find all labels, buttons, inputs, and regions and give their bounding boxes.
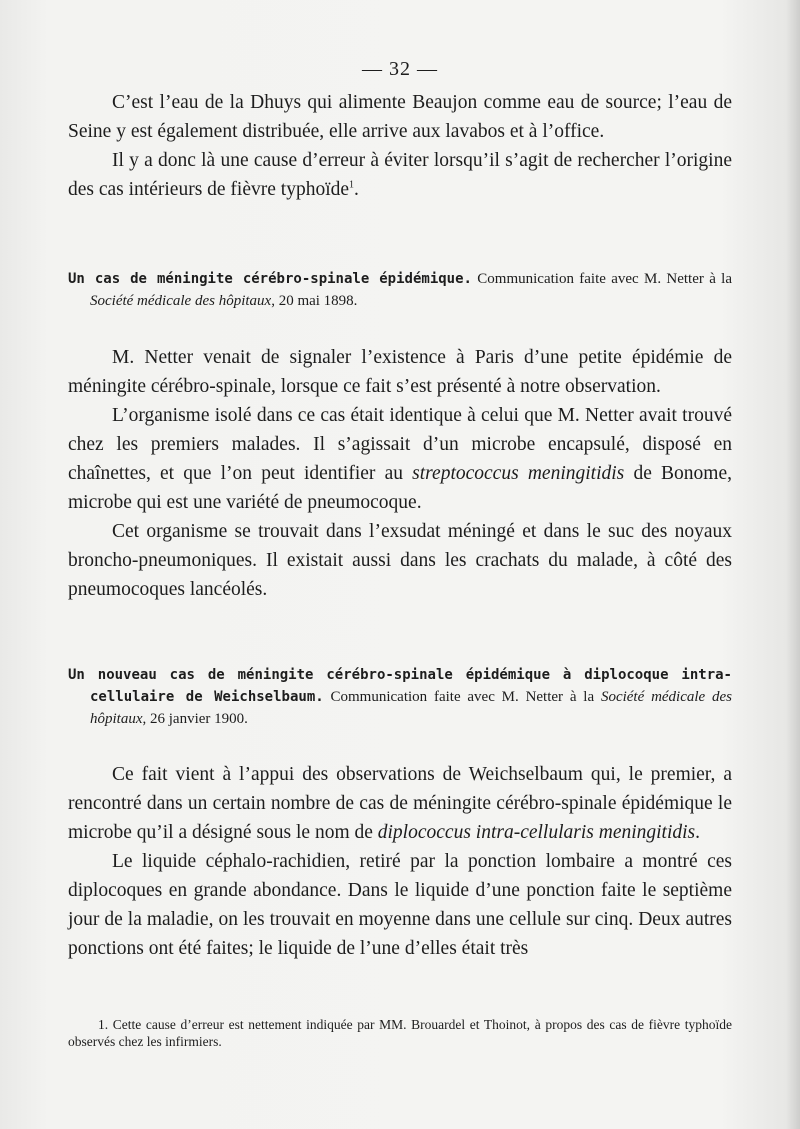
communication-heading-1900	[68, 664, 732, 730]
footnote-number: 1.	[98, 1017, 109, 1032]
paragraph-text: Il y a donc là une cause d’erreur à éviter lorsqu’il s’agit de rechercher l’origine des cas intérieurs de fièvre typhoïde	[68, 150, 732, 200]
section-2	[68, 343, 732, 604]
heading-title: Un nouveau cas de méningite cérébro-spinale épidémique à diplocoque intra-cellulaire de Weichselbaum.	[68, 667, 732, 705]
footnote	[68, 1016, 732, 1050]
paragraph-text-end: .	[695, 822, 701, 843]
heading-society: Société médicale des hôpitaux	[90, 293, 272, 309]
footnote-text	[68, 1016, 732, 1050]
species-name: diplococcus intra-cellularis meningitidis	[377, 822, 696, 843]
heading-text	[68, 664, 732, 730]
paragraph-text-end: .	[354, 179, 359, 200]
section-3	[68, 760, 732, 963]
heading-date: , 26 janvier 1900.	[142, 711, 248, 727]
paragraph-weichselbaum	[68, 760, 732, 847]
paragraph-error-cause	[68, 146, 732, 204]
footnote-reference: 1	[349, 179, 355, 191]
heading-society: Société médicale des hôpitaux	[90, 689, 733, 727]
paragraph-organism	[68, 401, 732, 517]
species-name: streptococcus meningitidis	[412, 463, 625, 484]
communication-heading-1898	[68, 268, 732, 312]
heading-text	[68, 268, 732, 312]
paragraph-netter-epidemic: M. Netter venait de signaler l’existence à Paris d’une petite épidémie de méningite cérébro-spinale, lorsque ce fait s’est présenté à notre observation.	[68, 347, 732, 397]
paragraph-text-end: de Bonome, microbe qui est une variété de pneumocoque.	[68, 463, 732, 513]
paragraph-text: L’organisme isolé dans ce cas était identique à celui que M. Netter avait trouvé chez les premiers malades. Il s’agissait d’un microbe encapsulé, disposé en chaînettes, et que l’on peut identifier au	[68, 405, 732, 484]
page-edge-shadow	[786, 0, 800, 1129]
heading-description: Communication faite avec M. Netter à la	[323, 689, 601, 705]
paragraph-exsudate: Cet organisme se trouvait dans l’exsudat méningé et dans le suc des noyaux broncho-pneumoniques. Il existait aussi dans les crachats du malade, à côté des pneumocoques lancéolés.	[68, 521, 732, 600]
footnote-body: Cette cause d’erreur est nettement indiquée par MM. Brouardel et Thoinot, à propos des cas de fièvre typhoïde observés chez les infirmiers.	[68, 1017, 732, 1049]
paragraph-lumbar-puncture: Le liquide céphalo-rachidien, retiré par la ponction lombaire a montré ces diplocoques en grande abondance. Dans le liquide d’une ponction faite le septième jour de la maladie, on les trouvait en moyenne dans une cellule sur cinq. Deux autres ponctions ont été faites; le liquide de l’une d’elles était très	[68, 851, 732, 959]
heading-description: Communication faite avec M. Netter à la	[471, 271, 732, 287]
paragraph-water-source: C’est l’eau de la Dhuys qui alimente Beaujon comme eau de source; l’eau de Seine y est également distribuée, elle arrive aux lavabos et à l’office.	[68, 92, 732, 142]
section-1	[68, 88, 732, 204]
paragraph-text: Ce fait vient à l’appui des observations de Weichselbaum qui, le premier, a rencontré dans un certain nombre de cas de méningite cérébro-spinale épidémique le microbe qu’il a désigné sous le nom de	[68, 764, 732, 843]
heading-title: Un cas de méningite cérébro-spinale épidémique.	[68, 271, 472, 287]
heading-date: , 20 mai 1898.	[271, 293, 358, 309]
page-number: — 32 —	[362, 58, 438, 80]
